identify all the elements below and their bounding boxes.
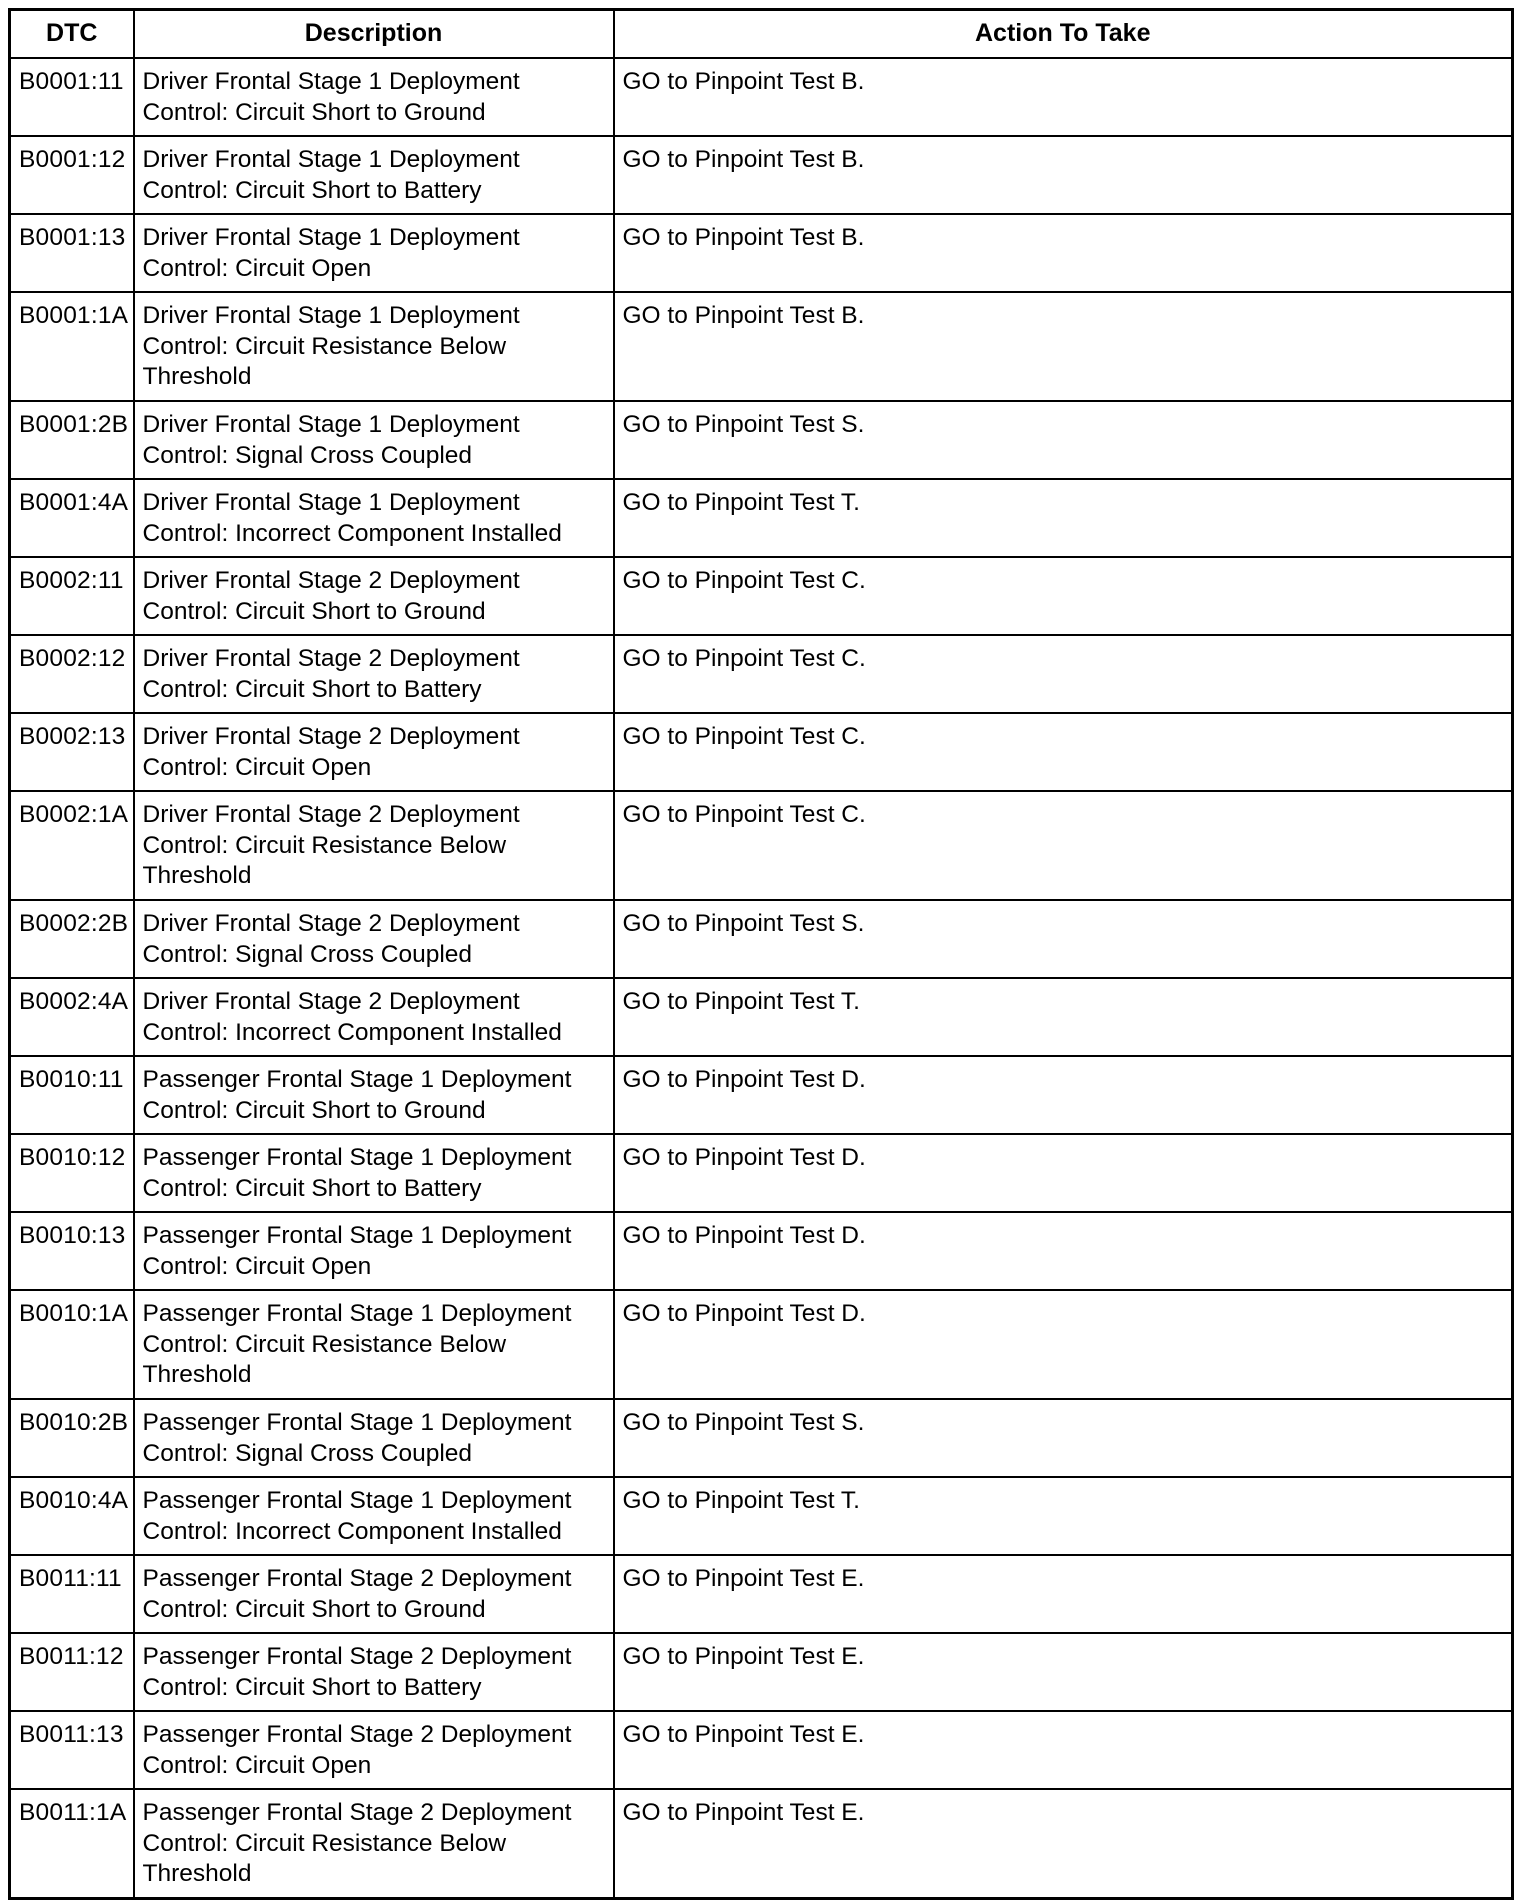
dtc-code: B0011:1A <box>10 1789 134 1898</box>
table-row <box>10 1555 1513 1633</box>
dtc-action: GO to Pinpoint Test B. <box>614 292 1513 401</box>
dtc-code: B0002:1A <box>10 791 134 900</box>
dtc-description: Passenger Frontal Stage 2 Deployment Control: Circuit Open <box>134 1711 614 1789</box>
dtc-description: Driver Frontal Stage 2 Deployment Control: Circuit Short to Battery <box>134 635 614 713</box>
table-row <box>10 479 1513 557</box>
dtc-action: GO to Pinpoint Test D. <box>614 1290 1513 1399</box>
dtc-code: B0001:11 <box>10 58 134 136</box>
dtc-description: Passenger Frontal Stage 1 Deployment Control: Circuit Short to Ground <box>134 1056 614 1134</box>
dtc-code: B0010:4A <box>10 1477 134 1555</box>
dtc-code: B0010:12 <box>10 1134 134 1212</box>
table-row <box>10 1789 1513 1898</box>
table-row <box>10 1134 1513 1212</box>
dtc-action: GO to Pinpoint Test T. <box>614 978 1513 1056</box>
dtc-code: B0002:12 <box>10 635 134 713</box>
table-row <box>10 58 1513 136</box>
dtc-description: Driver Frontal Stage 1 Deployment Control: Circuit Short to Ground <box>134 58 614 136</box>
table-row <box>10 1056 1513 1134</box>
dtc-action: GO to Pinpoint Test C. <box>614 635 1513 713</box>
dtc-action: GO to Pinpoint Test E. <box>614 1555 1513 1633</box>
table-row <box>10 900 1513 978</box>
table-row <box>10 557 1513 635</box>
table-row <box>10 214 1513 292</box>
dtc-action: GO to Pinpoint Test S. <box>614 900 1513 978</box>
table-body <box>10 58 1513 1898</box>
dtc-code: B0001:4A <box>10 479 134 557</box>
dtc-description: Passenger Frontal Stage 1 Deployment Control: Circuit Resistance Below Threshold <box>134 1290 614 1399</box>
header-dtc: DTC <box>10 10 134 59</box>
table-row <box>10 791 1513 900</box>
dtc-code: B0001:2B <box>10 401 134 479</box>
dtc-description: Passenger Frontal Stage 1 Deployment Control: Signal Cross Coupled <box>134 1399 614 1477</box>
dtc-code: B0001:13 <box>10 214 134 292</box>
dtc-description: Passenger Frontal Stage 2 Deployment Control: Circuit Short to Ground <box>134 1555 614 1633</box>
table-row <box>10 1633 1513 1711</box>
table-row <box>10 1399 1513 1477</box>
dtc-code: B0011:11 <box>10 1555 134 1633</box>
dtc-action: GO to Pinpoint Test D. <box>614 1134 1513 1212</box>
table-row <box>10 136 1513 214</box>
dtc-description: Driver Frontal Stage 1 Deployment Control: Circuit Open <box>134 214 614 292</box>
dtc-description: Passenger Frontal Stage 1 Deployment Control: Incorrect Component Installed <box>134 1477 614 1555</box>
dtc-code: B0011:13 <box>10 1711 134 1789</box>
dtc-description: Driver Frontal Stage 2 Deployment Control: Circuit Resistance Below Threshold <box>134 791 614 900</box>
table-row <box>10 1477 1513 1555</box>
dtc-code: B0010:1A <box>10 1290 134 1399</box>
dtc-action: GO to Pinpoint Test B. <box>614 58 1513 136</box>
dtc-action: GO to Pinpoint Test B. <box>614 214 1513 292</box>
header-row <box>10 10 1513 59</box>
dtc-action: GO to Pinpoint Test B. <box>614 136 1513 214</box>
dtc-code: B0010:11 <box>10 1056 134 1134</box>
header-action: Action To Take <box>614 10 1513 59</box>
dtc-code: B0001:1A <box>10 292 134 401</box>
dtc-action: GO to Pinpoint Test C. <box>614 791 1513 900</box>
dtc-code: B0001:12 <box>10 136 134 214</box>
dtc-action: GO to Pinpoint Test S. <box>614 401 1513 479</box>
table-header <box>10 10 1513 59</box>
dtc-action: GO to Pinpoint Test D. <box>614 1056 1513 1134</box>
dtc-code: B0002:4A <box>10 978 134 1056</box>
dtc-action: GO to Pinpoint Test E. <box>614 1789 1513 1898</box>
table-row <box>10 1711 1513 1789</box>
dtc-action: GO to Pinpoint Test T. <box>614 1477 1513 1555</box>
dtc-description: Driver Frontal Stage 2 Deployment Control: Circuit Short to Ground <box>134 557 614 635</box>
table-row <box>10 713 1513 791</box>
dtc-code: B0010:13 <box>10 1212 134 1290</box>
dtc-action: GO to Pinpoint Test S. <box>614 1399 1513 1477</box>
dtc-description: Driver Frontal Stage 1 Deployment Control: Incorrect Component Installed <box>134 479 614 557</box>
dtc-description: Passenger Frontal Stage 1 Deployment Control: Circuit Short to Battery <box>134 1134 614 1212</box>
dtc-description: Driver Frontal Stage 2 Deployment Control: Circuit Open <box>134 713 614 791</box>
dtc-action: GO to Pinpoint Test C. <box>614 713 1513 791</box>
table-row <box>10 401 1513 479</box>
dtc-description: Driver Frontal Stage 1 Deployment Control: Circuit Short to Battery <box>134 136 614 214</box>
dtc-action: GO to Pinpoint Test E. <box>614 1633 1513 1711</box>
dtc-description: Passenger Frontal Stage 2 Deployment Control: Circuit Resistance Below Threshold <box>134 1789 614 1898</box>
dtc-description: Driver Frontal Stage 1 Deployment Control: Signal Cross Coupled <box>134 401 614 479</box>
table-row <box>10 978 1513 1056</box>
dtc-description: Passenger Frontal Stage 2 Deployment Control: Circuit Short to Battery <box>134 1633 614 1711</box>
header-description: Description <box>134 10 614 59</box>
dtc-description: Passenger Frontal Stage 1 Deployment Control: Circuit Open <box>134 1212 614 1290</box>
table-row <box>10 1290 1513 1399</box>
dtc-description: Driver Frontal Stage 2 Deployment Control: Incorrect Component Installed <box>134 978 614 1056</box>
dtc-description: Driver Frontal Stage 1 Deployment Control: Circuit Resistance Below Threshold <box>134 292 614 401</box>
dtc-action: GO to Pinpoint Test E. <box>614 1711 1513 1789</box>
dtc-action: GO to Pinpoint Test T. <box>614 479 1513 557</box>
dtc-description: Driver Frontal Stage 2 Deployment Control: Signal Cross Coupled <box>134 900 614 978</box>
dtc-code: B0002:2B <box>10 900 134 978</box>
dtc-code: B0002:11 <box>10 557 134 635</box>
dtc-table <box>8 8 1514 1900</box>
dtc-action: GO to Pinpoint Test C. <box>614 557 1513 635</box>
dtc-code: B0010:2B <box>10 1399 134 1477</box>
dtc-code: B0011:12 <box>10 1633 134 1711</box>
dtc-code: B0002:13 <box>10 713 134 791</box>
table-row <box>10 1212 1513 1290</box>
table-row <box>10 635 1513 713</box>
table-row <box>10 292 1513 401</box>
dtc-action: GO to Pinpoint Test D. <box>614 1212 1513 1290</box>
